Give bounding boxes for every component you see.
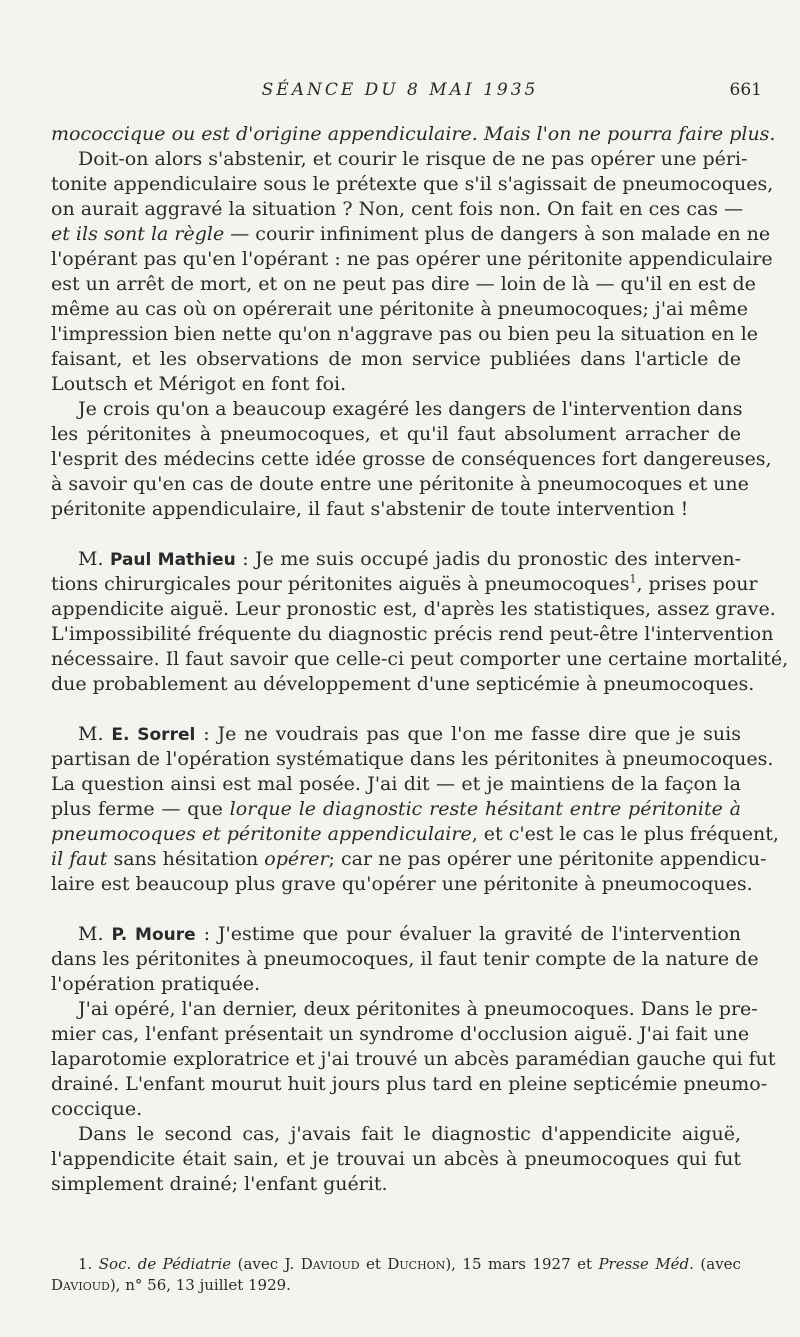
text-line: nécessaire. Il faut savoir que celle-ci peut comporter une certaine mortalité,	[51, 648, 789, 670]
speaker-name: P. Moure	[111, 925, 196, 945]
italic-text: opérer	[264, 848, 329, 870]
text-line: laire est beaucoup plus grave qu'opérer une péritonite à pneumocoques.	[51, 873, 753, 895]
speaker-name: Paul Mathieu	[109, 550, 236, 570]
text-line: laparotomie exploratrice et j'ai trouvé un abcès paramédian gauche qui fut	[51, 1048, 776, 1070]
text-line: J'ai opéré, l'an dernier, deux péritonites à pneumocoques. Dans le pre-	[78, 998, 758, 1020]
paragraph-gap	[51, 522, 741, 547]
text-span: et	[359, 1255, 388, 1273]
text-span: : Je me suis occupé jadis du pronostic des interven-	[235, 548, 741, 570]
text-line: l'opérant pas qu'en l'opérant : ne pas opérer une péritonite appendiculaire	[51, 248, 773, 270]
text-line: à savoir qu'en cas de doute entre une péritonite à pneumocoques et une	[51, 473, 749, 495]
text-line	[51, 572, 758, 597]
text-line: partisan de l'opération systématique dans les péritonites à pneumocoques.	[51, 748, 774, 770]
text-span: ), n° 56, 13 juillet 1929.	[109, 1276, 291, 1294]
text-span: — courir infiniment plus de dangers à son malade en ne	[224, 223, 771, 245]
page-header	[0, 80, 800, 104]
author-name: Davioud	[300, 1255, 360, 1273]
body-text	[51, 122, 789, 1197]
running-title: SÉANCE DU 8 MAI 1935	[261, 80, 539, 100]
text-line	[51, 222, 771, 247]
text-line: on aurait aggravé la situation ? Non, cent fois non. On fait en ces cas —	[51, 198, 744, 220]
italic-text: mococcique ou est d'origine appendiculaire. Mais l'on ne pourra faire plus.	[51, 123, 776, 145]
text-span: M.	[78, 548, 110, 570]
italic-text: lorque le diagnostic reste hésitant entre péritonite à	[229, 798, 741, 820]
text-line: due probablement au développement d'une septicémie à pneumocoques.	[51, 673, 755, 695]
text-span: : Je ne voudrais pas que l'on me fasse dire que je suis	[195, 723, 741, 745]
footnote-number: 1.	[78, 1255, 99, 1273]
text-line	[51, 922, 741, 947]
text-line: Doit-on alors s'abstenir, et courir le risque de ne pas opérer une péri-	[78, 148, 748, 170]
text-span: tions chirurgicales pour péritonites aiguës à pneumocoques	[51, 573, 630, 595]
text-line: coccique.	[51, 1098, 143, 1120]
text-span: plus ferme — que	[51, 798, 230, 820]
text-line: appendicite aiguë. Leur pronostic est, d'après les statistiques, assez grave.	[51, 598, 776, 620]
text-span: , prises pour	[636, 573, 758, 595]
text-span: sans hésitation	[107, 848, 265, 870]
text-span: (avec J.	[231, 1255, 301, 1273]
page-number: 661	[729, 80, 762, 100]
text-line	[51, 822, 779, 847]
text-span: M.	[78, 923, 112, 945]
text-line: tonite appendiculaire sous le prétexte que s'il s'agissait de pneumocoques,	[51, 173, 774, 195]
text-line: l'impression bien nette qu'on n'aggrave pas ou bien peu la situation en le	[51, 323, 759, 345]
text-span: : J'estime que pour évaluer la gravité de l'intervention	[195, 923, 741, 945]
italic-text: et ils sont la règle	[51, 223, 225, 245]
text-line: l'appendicite était sain, et je trouvai un abcès à pneumocoques qui fut	[51, 1148, 741, 1170]
text-line: l'opération pratiquée.	[51, 973, 261, 995]
italic-text: il faut	[51, 848, 108, 870]
text-line: La question ainsi est mal posée. J'ai dit — et je maintiens de la façon la	[51, 773, 741, 795]
text-span: (avec	[693, 1255, 741, 1273]
footnote	[51, 1254, 741, 1296]
speaker-name: E. Sorrel	[111, 725, 196, 745]
text-span: ; car ne pas opérer une péritonite appendicu-	[328, 848, 767, 870]
text-line: mier cas, l'enfant présentait un syndrome d'occlusion aiguë. J'ai fait une	[51, 1023, 750, 1045]
text-line	[51, 547, 741, 572]
paragraph-gap	[51, 697, 741, 722]
footnote-marker: 1	[629, 572, 637, 586]
text-line	[51, 722, 741, 747]
text-line	[51, 847, 767, 872]
text-line: faisant, et les observations de mon service publiées dans l'article de	[51, 348, 741, 370]
italic-text: pneumocoques et péritonite appendiculaire	[51, 823, 472, 845]
text-line: l'esprit des médecins cette idée grosse de conséquences fort dangereuses,	[51, 448, 772, 470]
text-line: même au cas où on opérerait une péritonite à pneumocoques; j'ai même	[51, 298, 749, 320]
text-line	[51, 122, 776, 147]
text-line: les péritonites à pneumocoques, et qu'il faut absolument arracher de	[51, 423, 741, 445]
italic-text: Soc. de Pédiatrie	[98, 1255, 232, 1273]
footnote-line	[51, 1275, 741, 1296]
text-line: simplement drainé; l'enfant guérit.	[51, 1173, 388, 1195]
text-span: M.	[78, 723, 112, 745]
text-line: Loutsch et Mérigot en font foi.	[51, 373, 347, 395]
text-line: Je crois qu'on a beaucoup exagéré les dangers de l'intervention dans	[78, 398, 743, 420]
text-line: péritonite appendiculaire, il faut s'abstenir de toute intervention !	[51, 498, 689, 520]
author-name: Duchon	[387, 1255, 446, 1273]
text-span: , et c'est le cas le plus fréquent,	[471, 823, 779, 845]
paragraph-gap	[51, 897, 741, 922]
text-line	[51, 797, 741, 822]
italic-text: Presse Méd.	[598, 1255, 694, 1273]
text-line: L'impossibilité fréquente du diagnostic précis rend peut-être l'intervention	[51, 623, 774, 645]
author-name: Davioud	[51, 1276, 110, 1294]
text-line: drainé. L'enfant mourut huit jours plus tard en pleine septicémie pneumo-	[51, 1073, 768, 1095]
text-span: ), 15 mars 1927 et	[445, 1255, 599, 1273]
text-line: est un arrêt de mort, et on ne peut pas dire — loin de là — qu'il en est de	[51, 273, 756, 295]
text-line: dans les péritonites à pneumocoques, il faut tenir compte de la nature de	[51, 948, 759, 970]
text-line: Dans le second cas, j'avais fait le diagnostic d'appendicite aiguë,	[78, 1123, 741, 1145]
footnote-line	[51, 1254, 741, 1275]
